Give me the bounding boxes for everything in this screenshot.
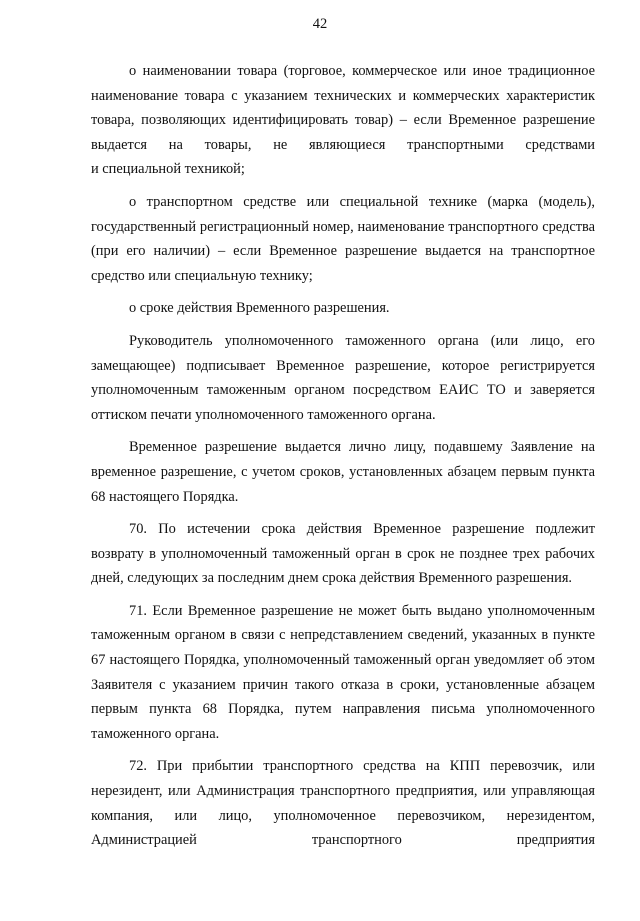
page-body (91, 59, 595, 853)
paragraph-product-name-tail: и специальной техникой; (91, 161, 245, 178)
paragraph-vehicle-info: о транспортном средстве или специальной технике (марка (модель), государственный регистрационный номер, наименование транспортного средства (при его наличии) – если Временное разрешение выдается на транспортное средство или специальную технику; (91, 193, 595, 284)
paragraph-item-70: 70. По истечении срока действия Временное разрешение подлежит возврату в уполномоченный таможенный орган в срок не позднее трех рабочих дней, следующих за последним днем срока действия Временного разрешения. (91, 521, 595, 587)
paragraph-validity-term: о сроке действия Временного разрешения. (129, 300, 390, 317)
paragraph-head-signature: Руководитель уполномоченного таможенного органа (или лицо, его замещающее) подписывает Временное разрешение, которое регистрируется уполномоченным таможенным органом посредством ЕАИС ТО и заверяется оттиском печати уполномоченного таможенного органа. (91, 332, 595, 423)
page-number: 42 (312, 16, 328, 32)
paragraph-product-name: о наименовании товара (торговое, коммерческое или иное традиционное наименование товара с указанием технических и коммерческих характеристик товара, позволяющих идентифицировать товар) – если Временное разрешение выдается на товары, не являющиеся транспортными средствами (91, 63, 595, 153)
paragraph-item-71: 71. Если Временное разрешение не может быть выдано уполномоченным таможенным органом в связи с непредставлением сведений, указанных в пункте 67 настоящего Порядка, уполномоченный таможенный орган уведомляет об этом Заявителя с указанием причин такого отказа в сроки, установленные абзацем первым пункта 68 Порядка, путем направления письма уполномоченного таможенного органа. (91, 602, 595, 742)
paragraph-item-72: 72. При прибытии транспортного средства на КПП перевозчик, или нерезидент, или Администрация транспортного предприятия, или управляющая компания, или лицо, уполномоченное перевозчиком, нерезидентом, Администрацией транспортного предприятия (91, 758, 595, 849)
paragraph-issuance: Временное разрешение выдается лично лицу, подавшему Заявление на временное разрешение, с учетом сроков, установленных абзацем первым пункта 68 настоящего Порядка. (91, 439, 595, 505)
